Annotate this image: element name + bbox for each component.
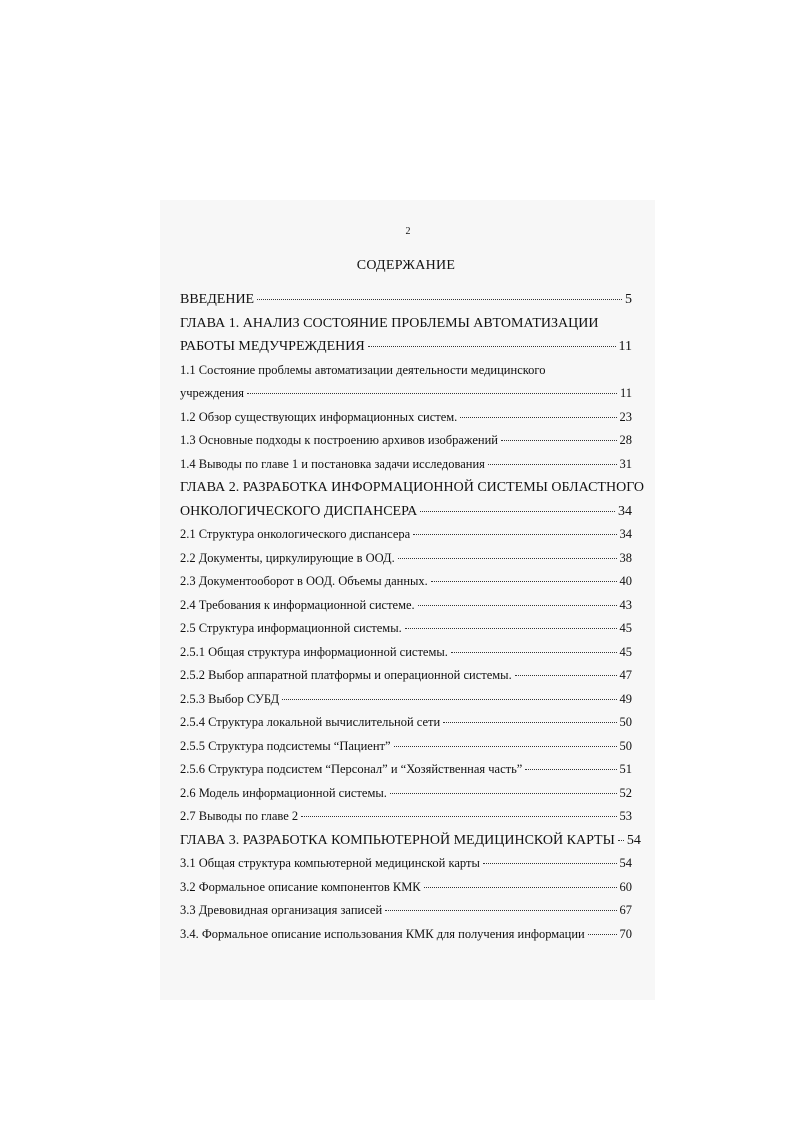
toc-entry bbox=[180, 903, 632, 927]
toc-entry bbox=[180, 480, 645, 504]
toc-entry-page: 50 bbox=[619, 738, 632, 753]
toc-entry-page: 11 bbox=[618, 339, 632, 354]
toc-entry-title: 2.6 Модель информационной системы. bbox=[180, 785, 387, 800]
toc-entry bbox=[180, 551, 632, 575]
toc-entry-page: 38 bbox=[619, 550, 632, 565]
toc-entry-page: 47 bbox=[619, 668, 632, 682]
toc-entry bbox=[180, 339, 632, 363]
toc-leader-dots bbox=[443, 722, 616, 723]
toc-entry-page: 11 bbox=[619, 386, 632, 400]
toc-entry-title: 2.3 Документооборот в ООД. Объемы данных. bbox=[180, 574, 428, 588]
toc-entry bbox=[180, 457, 632, 481]
toc-entry-page: 67 bbox=[619, 903, 632, 917]
toc-entry-title: учреждения bbox=[180, 386, 245, 400]
toc-leader-dots bbox=[525, 769, 616, 770]
toc-leader-dots bbox=[424, 887, 617, 888]
toc-entry-title: 2.5 Структура информационной системы. bbox=[180, 621, 402, 635]
table-of-contents bbox=[180, 292, 645, 950]
toc-leader-dots bbox=[588, 934, 617, 935]
toc-leader-dots bbox=[451, 652, 617, 653]
page-number: 2 bbox=[405, 226, 411, 237]
toc-entry bbox=[180, 292, 632, 316]
toc-entry bbox=[180, 762, 632, 786]
toc-leader-dots bbox=[501, 440, 617, 441]
toc-entry-page: 49 bbox=[619, 691, 632, 706]
toc-leader-dots bbox=[405, 628, 617, 629]
toc-entry bbox=[180, 786, 632, 810]
toc-entry-page: 5 bbox=[625, 292, 632, 307]
toc-entry-title: 2.1 Структура онкологического диспансера bbox=[180, 527, 411, 541]
toc-entry bbox=[180, 410, 632, 434]
toc-entry bbox=[180, 856, 632, 880]
toc-entry bbox=[180, 645, 632, 669]
toc-entry-page: 45 bbox=[619, 644, 632, 659]
toc-entry bbox=[180, 809, 632, 833]
toc-entry-page: 54 bbox=[619, 856, 632, 870]
toc-leader-dots bbox=[420, 511, 615, 512]
toc-entry-title: 3.4. Формальное описание использования КМК для получения информации bbox=[180, 926, 585, 941]
toc-leader-dots bbox=[282, 699, 616, 700]
toc-entry-title: ОНКОЛОГИЧЕСКОГО ДИСПАНСЕРА bbox=[180, 503, 418, 519]
toc-entry-page: 23 bbox=[619, 409, 632, 424]
toc-entry-title: 2.7 Выводы по главе 2 bbox=[180, 809, 299, 823]
toc-entry-page: 45 bbox=[619, 621, 632, 635]
toc-entry-page: 34 bbox=[619, 527, 632, 541]
toc-leader-dots bbox=[413, 534, 616, 535]
page-title: СОДЕРЖАНИЕ bbox=[356, 258, 456, 273]
toc-entry bbox=[180, 927, 632, 951]
toc-leader-dots bbox=[385, 910, 616, 911]
toc-entry bbox=[180, 739, 632, 763]
toc-entry-title: 1.2 Обзор существующих информационных систем. bbox=[180, 409, 458, 424]
toc-leader-dots bbox=[488, 464, 617, 465]
toc-entry-page: 60 bbox=[619, 879, 632, 894]
toc-entry bbox=[180, 527, 632, 551]
toc-entry-title: 2.2 Документы, циркулирующие в ООД. bbox=[180, 550, 395, 565]
toc-entry-page: 52 bbox=[619, 785, 632, 800]
toc-entry-title: РАБОТЫ МЕДУЧРЕЖДЕНИЯ bbox=[180, 339, 365, 354]
toc-entry-title: ВВЕДЕНИЕ bbox=[180, 292, 255, 307]
toc-entry-page: 31 bbox=[619, 456, 632, 471]
toc-entry bbox=[180, 598, 632, 622]
toc-leader-dots bbox=[618, 840, 624, 841]
toc-entry-title: ГЛАВА 1. АНАЛИЗ СОСТОЯНИЕ ПРОБЛЕМЫ АВТОМАТИЗАЦИИ bbox=[180, 315, 599, 331]
toc-entry-title: 1.3 Основные подходы к построению архивов изображений bbox=[180, 433, 498, 447]
toc-entry-title: 2.4 Требования к информационной системе. bbox=[180, 597, 415, 612]
toc-entry bbox=[180, 715, 632, 739]
toc-entry bbox=[180, 574, 632, 598]
toc-entry-title: 2.5.4 Структура локальной вычислительной сети bbox=[180, 715, 441, 729]
toc-entry-page: 51 bbox=[619, 762, 632, 776]
toc-entry-page: 70 bbox=[619, 926, 632, 941]
toc-entry-title: 2.5.1 Общая структура информационной системы. bbox=[180, 644, 448, 659]
toc-entry-page: 50 bbox=[619, 715, 632, 729]
toc-leader-dots bbox=[257, 299, 622, 300]
toc-entry-page: 43 bbox=[619, 597, 632, 612]
toc-entry-title: 2.5.2 Выбор аппаратной платформы и операционной системы. bbox=[180, 668, 512, 682]
toc-entry-title: 3.1 Общая структура компьютерной медицинской карты bbox=[180, 856, 480, 870]
toc-entry-page: 34 bbox=[618, 503, 632, 519]
toc-entry bbox=[180, 386, 632, 410]
toc-entry bbox=[180, 668, 632, 692]
toc-entry-title: 2.5.5 Структура подсистемы “Пациент” bbox=[180, 738, 391, 753]
toc-leader-dots bbox=[515, 675, 617, 676]
toc-entry-page: 54 bbox=[626, 832, 641, 848]
toc-entry-page: 53 bbox=[619, 809, 632, 823]
toc-entry-title: 3.3 Древовидная организация записей bbox=[180, 903, 383, 917]
toc-entry bbox=[180, 363, 632, 387]
toc-entry-title: 1.1 Состояние проблемы автоматизации деятельности медицинского bbox=[180, 362, 546, 377]
toc-entry-title: ГЛАВА 3. РАЗРАБОТКА КОМПЬЮТЕРНОЙ МЕДИЦИНСКОЙ КАРТЫ bbox=[180, 832, 615, 848]
toc-entry bbox=[180, 433, 632, 457]
toc-leader-dots bbox=[483, 863, 617, 864]
toc-leader-dots bbox=[368, 346, 616, 347]
toc-leader-dots bbox=[247, 393, 617, 394]
toc-entry-title: ГЛАВА 2. РАЗРАБОТКА ИНФОРМАЦИОННОЙ СИСТЕМЫ ОБЛАСТНОГО bbox=[180, 480, 645, 495]
toc-leader-dots bbox=[418, 605, 617, 606]
toc-entry-title: 2.5.6 Структура подсистем “Персонал” и “Хозяйственная часть” bbox=[180, 762, 523, 776]
toc-leader-dots bbox=[460, 417, 616, 418]
toc-entry bbox=[180, 504, 632, 528]
toc-entry bbox=[180, 316, 632, 340]
toc-entry-title: 3.2 Формальное описание компонентов КМК bbox=[180, 879, 421, 894]
toc-entry bbox=[180, 880, 632, 904]
toc-entry-title: 1.4 Выводы по главе 1 и постановка задачи исследования bbox=[180, 456, 485, 471]
toc-entry-title: 2.5.3 Выбор СУБД bbox=[180, 691, 280, 706]
toc-leader-dots bbox=[394, 746, 617, 747]
toc-entry-page: 40 bbox=[619, 574, 632, 588]
toc-leader-dots bbox=[301, 816, 616, 817]
toc-entry bbox=[180, 832, 641, 857]
toc-entry bbox=[180, 692, 632, 716]
toc-entry bbox=[180, 621, 632, 645]
toc-leader-dots bbox=[390, 793, 617, 794]
toc-leader-dots bbox=[398, 558, 617, 559]
toc-leader-dots bbox=[431, 581, 617, 582]
toc-entry-page: 28 bbox=[619, 433, 632, 447]
